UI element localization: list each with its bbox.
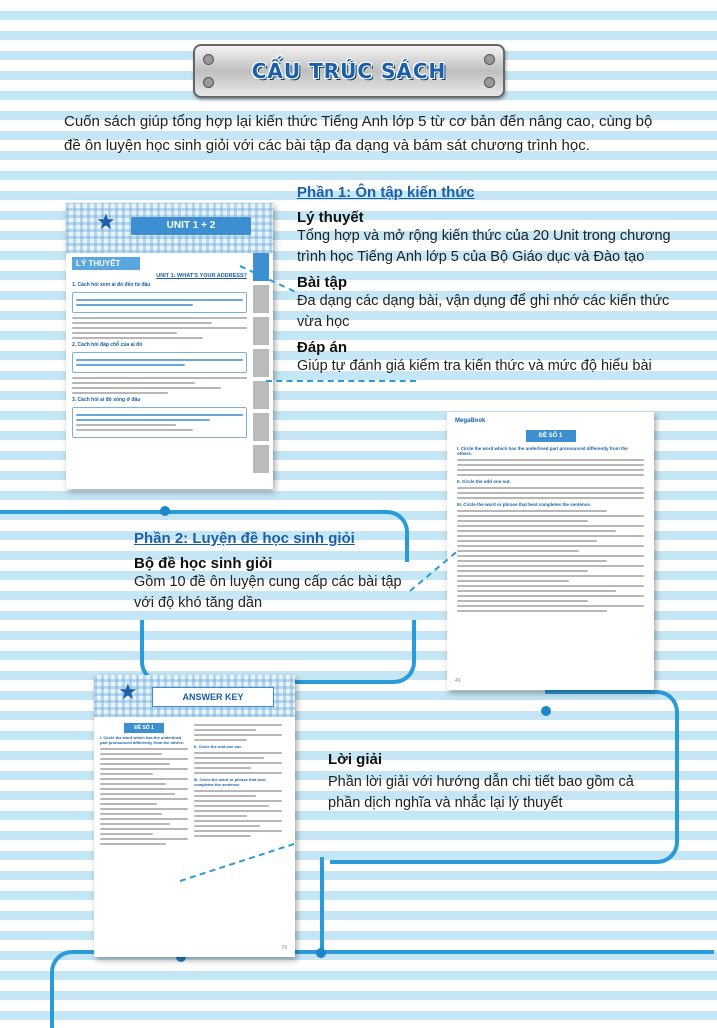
connector-dot <box>316 948 326 958</box>
unit-head-1: 1. Cách hỏi xem ai đó đến từ đâu <box>72 282 151 288</box>
unit-head-2: 2. Cách hỏi đáp chỗ của ai đó <box>72 342 143 348</box>
part1-heading-answers: Đáp án <box>297 339 348 356</box>
connector-dot <box>541 706 551 716</box>
part3-text: Phần lời giải với hướng dẫn chi tiết bao gồm cả phần dịch nghĩa và nhắc lại lý thuyết <box>328 774 634 811</box>
intro-paragraph: Cuốn sách giúp tổng hợp lại kiến thức Tiếng Anh lớp 5 từ cơ bản đến nâng cao, cùng bộ đề ôn luyện học sinh giỏi với các bài tập đa dạng và bám sát chương trình học. <box>64 113 653 154</box>
answer-key-thumbnail <box>94 675 295 957</box>
pointer-dash <box>266 380 416 382</box>
answer-tab: ĐỀ SỐ 1 <box>124 723 164 733</box>
part1-heading-exercises: Bài tập <box>297 274 348 291</box>
part3-block <box>328 745 668 814</box>
part1-text-answers: Giúp tự đánh giá kiểm tra kiến thức và mức độ hiểu bài <box>297 358 652 374</box>
part1-block <box>297 184 672 377</box>
test-page-number: 49 <box>455 678 461 684</box>
part1-title: Phần 1: Ôn tập kiến thức <box>297 184 475 201</box>
part2-title: Phần 2: Luyện đề học sinh giỏi <box>134 530 355 547</box>
answer-q3: III. Circle the word or phrase that best completes the sentence. <box>194 777 266 787</box>
star-icon: ★ <box>96 209 116 234</box>
test-q3: III. Circle the word or phrase that best completes the sentence. <box>457 502 592 507</box>
test-tab: ĐỀ SỐ 1 <box>526 430 576 442</box>
answer-banner: ANSWER KEY <box>152 687 274 707</box>
connector-line-lower <box>320 857 684 953</box>
page-title: CẤU TRÚC SÁCH <box>251 59 447 83</box>
test-q1: I. Circle the word which has the underlined part pronounced differently from the others. <box>457 446 628 456</box>
part3-heading: Lời giải <box>328 751 383 768</box>
test-page-thumbnail <box>447 412 654 690</box>
unit-head-3: 3. Cách hỏi ai đó sống ở đâu <box>72 397 141 403</box>
part2-block <box>134 530 419 614</box>
unit-page-thumbnail <box>66 203 273 489</box>
answer-q1: I. Circle the word which has the underlined part pronounced differently from the others. <box>100 735 184 745</box>
part1-heading-theory: Lý thuyết <box>297 209 364 226</box>
star-icon: ★ <box>118 679 138 704</box>
test-q2: II. Circle the odd one out. <box>457 479 511 484</box>
unit-section-label: LÝ THUYẾT <box>72 257 140 270</box>
unit-banner: UNIT 1 + 2 <box>131 217 251 235</box>
answer-page-number: 79 <box>281 945 287 951</box>
title-banner <box>193 44 505 98</box>
part2-text: Gồm 10 đề ôn luyện cung cấp các bài tập với độ khó tăng dần <box>134 574 402 611</box>
part2-heading: Bộ đề học sinh giỏi <box>134 555 273 572</box>
part1-text-exercises: Đa dạng các dạng bài, vận dụng để ghi nhớ các kiến thức vừa học <box>297 293 670 330</box>
connector-line-bottom <box>50 950 714 1028</box>
part1-text-theory: Tổng hợp và mở rộng kiến thức của 20 Unit trong chương trình học Tiếng Anh lớp 5 của Bộ Giáo dục và Đào tạo <box>297 228 671 265</box>
answer-q2: II. Circle the odd one out. <box>194 744 242 749</box>
connector-dot <box>160 506 170 516</box>
unit-subtitle: UNIT 1: WHAT'S YOUR ADDRESS? <box>156 273 247 279</box>
brand-label: MegaBook <box>455 418 486 424</box>
